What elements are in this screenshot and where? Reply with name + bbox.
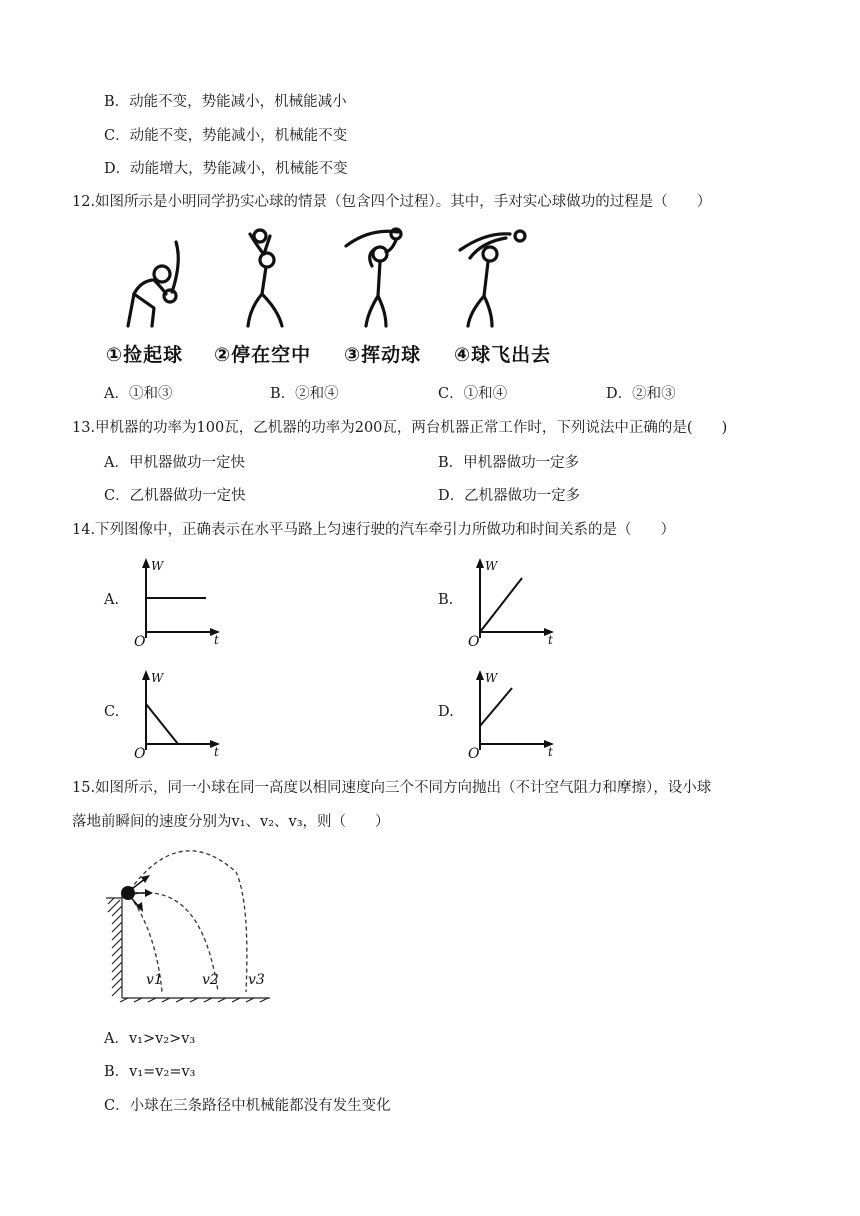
graph-b-proportional	[462, 552, 558, 648]
q12-caption-3: ③挥动球	[344, 344, 422, 366]
label-v2: v2	[202, 972, 219, 988]
q13-option-c: C．乙机器做功一定快	[104, 488, 246, 504]
graph-d-x-label: t	[548, 745, 553, 759]
graph-c-x-label: t	[214, 745, 219, 759]
q12-option-b: B．②和④	[270, 386, 339, 402]
q13-stem: 13.甲机器的功率为100瓦，乙机器的功率为200瓦，两台机器正常工作时，下列说法中正确的是( )	[72, 420, 728, 436]
projectile-figure	[100, 842, 280, 1004]
q14-option-d-label: D.	[438, 704, 454, 720]
graph-a-constant	[128, 552, 224, 648]
graph-a-x-label: t	[214, 633, 219, 647]
graph-d-y-label: W	[485, 671, 498, 685]
q12-stem: 12.如图所示是小明同学扔实心球的情景（包含四个过程）。其中，手对实心球做功的过程是（ ）	[72, 194, 712, 210]
graph-c-y-label: W	[151, 671, 164, 685]
q12-option-d: D．②和③	[606, 386, 676, 402]
q12-figure	[106, 222, 580, 372]
q11-option-b: B．动能不变，势能减小，机械能减小	[104, 94, 347, 110]
graph-a-y-label: W	[151, 559, 164, 573]
graph-c-origin: O	[134, 746, 146, 760]
label-v3: v3	[248, 972, 265, 988]
graph-b-y-label: W	[485, 559, 498, 573]
graph-c-decreasing	[128, 664, 224, 760]
q13-option-d: D．乙机器做功一定多	[438, 488, 581, 504]
graph-b-origin: O	[468, 634, 480, 648]
q12-caption-1: ①捡起球	[106, 344, 184, 366]
q14-option-a-label: A.	[104, 592, 120, 608]
q13-option-b: B．甲机器做功一定多	[438, 455, 580, 471]
thrower-figures-image	[110, 222, 580, 334]
graph-d-origin: O	[468, 746, 480, 760]
q12-option-a: A．①和③	[104, 386, 173, 402]
q15-option-c: C．小球在三条路径中机械能都没有发生变化	[104, 1098, 391, 1114]
label-v1: v1	[146, 972, 163, 988]
q12-option-c: C．①和④	[438, 386, 508, 402]
q15-option-b: B．v₁=v₂=v₃	[104, 1064, 196, 1080]
q12-caption-2: ②停在空中	[214, 344, 312, 366]
q11-option-d: D．动能增大，势能减小，机械能不变	[104, 161, 348, 177]
q13-option-a: A．甲机器做功一定快	[104, 455, 245, 471]
q15-stem-line-1: 15.如图所示，同一小球在同一高度以相同速度向三个不同方向抛出（不计空气阻力和摩擦），设小球	[72, 780, 712, 796]
q12-caption-4: ④球飞出去	[454, 344, 552, 366]
q11-option-c: C．动能不变，势能减小，机械能不变	[104, 128, 348, 144]
graph-b-x-label: t	[548, 633, 553, 647]
q14-option-b-label: B.	[438, 592, 454, 608]
graph-d-offset-linear	[462, 664, 558, 760]
q14-option-c-label: C.	[104, 704, 120, 720]
q15-option-a: A．v₁>v₂>v₃	[104, 1031, 196, 1047]
graph-a-origin: O	[134, 634, 146, 648]
q15-stem-line-2: 落地前瞬间的速度分别为v₁、v₂、v₃，则（ ）	[72, 814, 390, 830]
q14-stem: 14.下列图像中，正确表示在水平马路上匀速行驶的汽车牵引力所做功和时间关系的是（ ）	[72, 522, 676, 538]
